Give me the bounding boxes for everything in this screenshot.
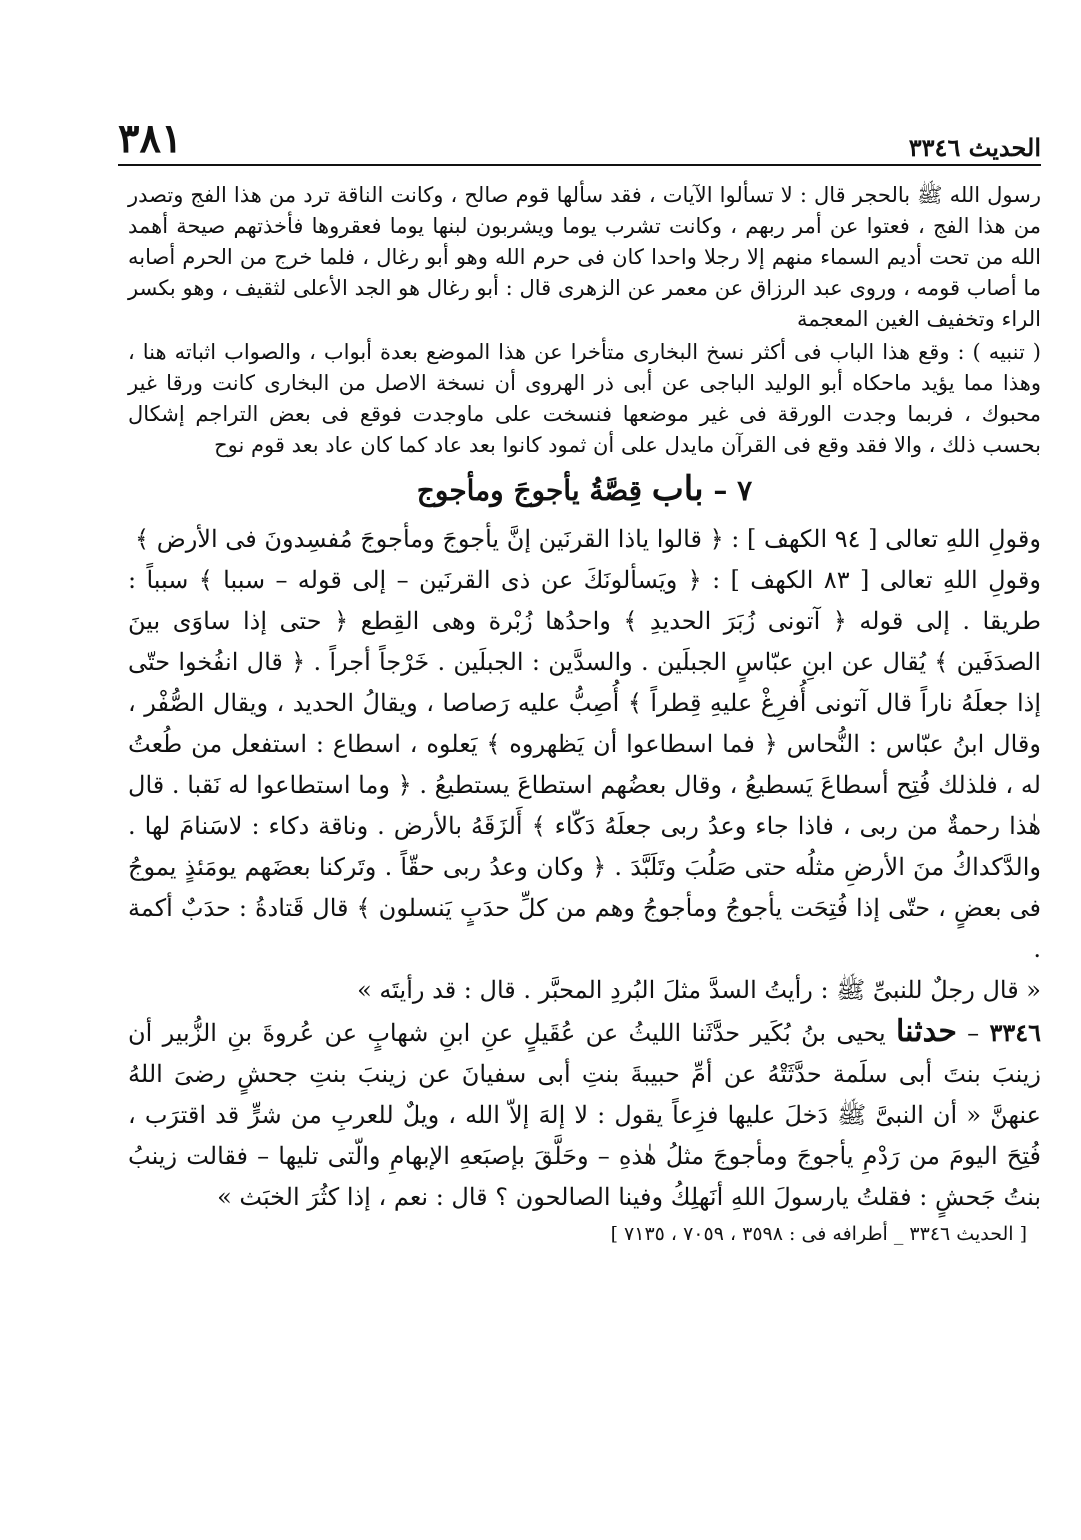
athar-paragraph: « قال رجلٌ للنبىِّ ﷺ : رأيتُ السدَّ مثلَ البُردِ المحبَّر . قال : قد رأيتَه » bbox=[357, 976, 1041, 1004]
page-body bbox=[128, 180, 1041, 1248]
chapter-heading bbox=[128, 471, 1041, 509]
hadith-paragraph: ٣٣٤٦ – حدثنا يحيى بنُ بُكَير حدَّثَنا الليثُ عن عُقَيلٍ عنِ ابنِ شهابٍ عن عُروةَ بنِ الزُّبير أن زينبَ بنتَ أبى سلَمة حدَّثَتْهُ عن أمِّ حبيبةَ بنتِ أبى سفيانَ عن زينبَ بنتِ جحشٍ رضىَ اللهُ عنهنَّ « أن النبىَّ ﷺ دَخلَ عليها فزِعاً يقول : لا إلهَ إلاّ الله ، ويلٌ للعربِ من شرٍّ قد اقترَب ، فُتِحَ اليومَ من رَدْمِ يأجوجَ ومأجوجَ مثلُ هٰذهِ – وحَلَّقَ بإصبَعهِ الإبهامِ والّتى تليها – فقالت زينبُ بنتُ جَحشٍ : فقلتُ يارسولَ اللهِ أنَهلِكُ وفينا الصالحون ؟ قال : نعم ، إذا كثُرَ الخبَث » bbox=[128, 1014, 1041, 1211]
commentary-paragraph: رسول الله ﷺ بالحجر قال : لا تسألوا الآيات ، فقد سألها قوم صالح ، وكانت الناقة ترد من هذا الفج وتصدر من هذا الفج ، فعتوا عن أمر ربهم ، وكانت تشرب يوما ويشربون لبنها يوما فعقروها فأخذتهم صيحة أهمد الله من تحت أديم السماء منهم إلا رجلا واحدا كان فى حرم الله وهو أبو رغال ، فلما خرج من الحرم أصابه ما أصاب قومه ، وروى عبد الرزاق عن معمر عن الزهرى قال : أبو رغال هو الجد الأعلى لثقيف ، وهو بكسر الراء وتخفيف الغين المعجمة bbox=[128, 183, 1041, 331]
header-rule bbox=[118, 164, 1041, 166]
hadith-number: ٣٣٤٦ bbox=[989, 1018, 1041, 1047]
verse-paragraph: وقولِ اللهِ تعالى [ ٩٤ الكهف ] : ﴿ قالوا ياذا القرنَين إنَّ يأجوجَ ومأجوجَ مُفسِدونَ فى الأرض ﴾ bbox=[135, 525, 1041, 553]
chapter-title: قِصَّةُ يأجوجَ ومأجوج bbox=[416, 474, 643, 507]
hadith-cross-references: [ الحديث ٣٣٤٦ _ أطرافه فى : ٣٥٩٨ ، ٧٠٥٩ ، ٧١٣٥ ] bbox=[610, 1223, 1027, 1245]
chapter-bab: باب bbox=[651, 469, 704, 509]
page-header bbox=[118, 112, 1041, 162]
page-number: ٣٨١ bbox=[118, 115, 183, 162]
chapter-number: ٧ – bbox=[713, 474, 753, 507]
running-head: الحديث ٣٣٤٦ bbox=[908, 133, 1041, 162]
hadith-body: يحيى بنُ بُكَير حدَّثَنا الليثُ عن عُقَيلٍ عنِ ابنِ شهابٍ عن عُروةَ بنِ الزُّبير أن زينبَ بنتَ أبى سلَمة حدَّثَتْهُ عن أمِّ حبيبةَ بنتِ أبى سفيانَ عن زينبَ بنتِ جحشٍ رضىَ اللهُ عنهنَّ « أن النبىَّ ﷺ دَخلَ عليها فزِعاً يقول : لا إلهَ إلاّ الله ، ويلٌ للعربِ من شرٍّ قد اقترَب ، فُتِحَ اليومَ من رَدْمِ يأجوجَ ومأجوجَ مثلُ هٰذهِ – وحَلَّقَ بإصبَعهِ الإبهامِ والّتى تليها – فقالت زينبُ بنتُ جَحشٍ : فقلتُ يارسولَ اللهِ أنَهلِكُ وفينا الصالحون ؟ قال : نعم ، إذا كثُرَ الخبَث » bbox=[128, 1019, 1041, 1211]
commentary-paragraph: ( تنبيه ) : وقع هذا الباب فى أكثر نسخ البخارى متأخرا عن هذا الموضع بعدة أبواب ، والصواب اثباته هنا ، وهذا مما يؤيد ماحكاه أبو الوليد الباجى عن أبى ذر الهروى أن نسخة الاصل من البخارى كانت ورقا غير محبوك ، فربما وجدت الورقة فى غير موضعها فنسخت على ماوجدت فوقع فى بعض التراجم إشكال بحسب ذلك ، والا فقد وقع فى القرآن مايدل على أن ثمود كانوا بعد عاد كما كان عاد بعد قوم نوح bbox=[128, 340, 1041, 457]
verse-paragraph: وقولِ اللهِ تعالى [ ٨٣ الكهف ] : ﴿ ويَسألونَكَ عن ذى القرنَين – إلى قوله – سببا ﴾ سبباً : طريقا . إلى قوله ﴿ آتونى زُبَرَ الحديدِ ﴾ واحدُها زُبْرة وهى القِطع ﴿ حتى إذا ساوَى بينَ الصدَفَين ﴾ يُقال عن ابنِ عبّاسٍ الجبلَين . والسدَّين : الجبلَين . خَرْجاً أجراً . ﴿ قال انفُخوا حتّى إذا جعلَهُ ناراً قال آتونى أُفرِغْ عليهِ قِطراً ﴾ أُصِبُّ عليه رَصاصا ، ويقالُ الحديد ، ويقال الصُّفْر ، وقال ابنُ عبّاس : النُّحاس ﴿ فما اسطاعوا أن يَظهروه ﴾ يَعلوه ، اسطاع : استفعل من طُعتُ له ، فلذلك فُتِح أسطاعَ يَسطيعُ ، وقال بعضُهم استطاعَ يستطيعُ . ﴿ وما استطاعوا له نَقبا . قال هٰذا رحمةٌ من ربى ، فاذا جاء وعدُ ربى جعلَهُ دَكّاء ﴾ أَلزَقَهُ بالأرض . وناقة دكاء : لاسَنامَ لها . والدَّكداكُ منَ الأرضِ مثلُه حتى صَلُبَ وتَلَبَّدَ . ﴿ وكان وعدُ ربى حقّاً . وتَركنا بعضَهم يومَئذٍ يموجُ فى بعضٍ ، حتّى إذا فُتِحَت يأجوجُ ومأجوجُ وهم من كلِّ حدَبٍ يَنسلون ﴾ قال قَتادةُ : حدَبٌ أكمة . bbox=[128, 566, 1041, 963]
haddathana-word: حدثنا bbox=[896, 1014, 957, 1049]
